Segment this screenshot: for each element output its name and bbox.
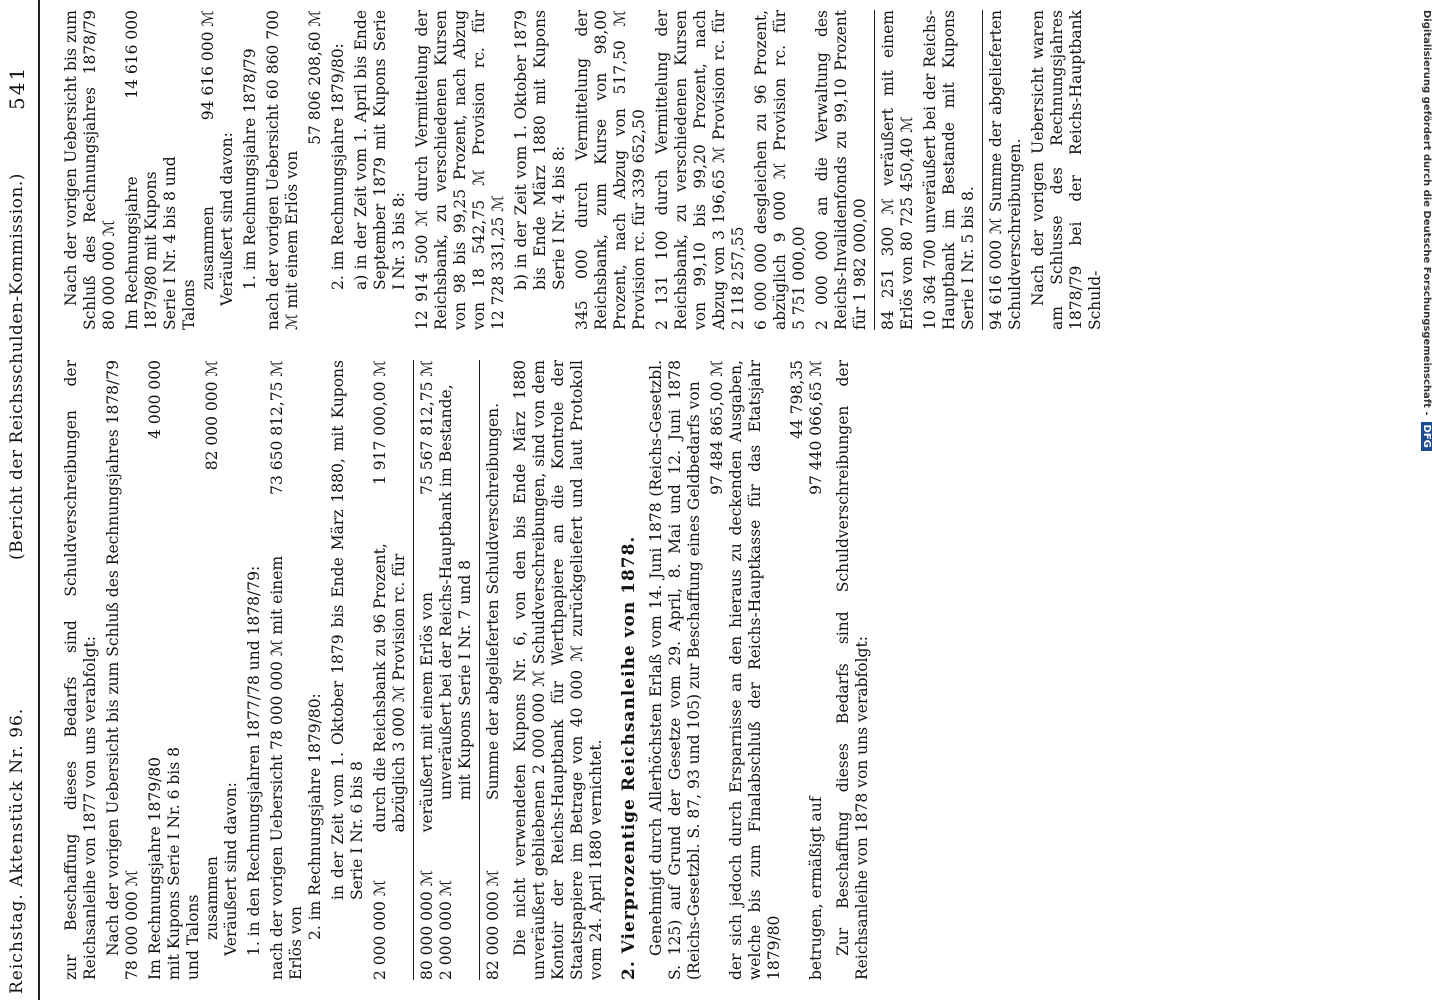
item2-bank-amount: 1 917 000,00 ℳ [371,360,389,486]
net-label: betrugen, ermäßigt auf [807,796,825,980]
running-head-left: Reichstag. Aktenstück Nr. 96. [7,707,27,994]
r-together-amount: 94 616 000 ℳ [199,10,217,121]
r-item2a-line [413,10,508,330]
savings-amount-row [788,360,807,980]
r-prev-overview-text: Nach der vorigen Uebersicht bis zum Schluß des Rechnungsjahres 1878/79 [62,10,99,330]
r-sold-intro: Veräußert sind davon: [218,132,236,306]
net-row [807,360,826,980]
r-item1-text: nach der vorigen Uebersicht 60 860 700 ℳ mit einem Erlös von [264,10,301,330]
prev-overview [104,360,142,980]
divider [413,360,414,980]
item2-left-amount: 2 000 000 ℳ [371,879,389,980]
prev-overview-amount: 78 000 000 ℳ [123,869,141,980]
sold-total-text: veräußert mit einem Erlös von [418,591,436,833]
unsold-row [437,360,475,980]
r-item2b1-left: 345 000 [573,249,591,330]
section-amount: 97 484 865,00 ℳ [708,360,726,495]
r-sold-total-line [879,10,917,330]
sold-total-left: 80 000 000 ℳ [418,869,436,980]
net-amount: 97 440 066,65 ℳ [807,360,825,495]
r-item1-amount: 57 806 208,60 ℳ [306,10,324,145]
r-sum-text: Summe der abgelieferten Schuldverschreibungen. [987,9,1024,330]
running-head [5,0,32,1000]
r-item2b2-amount: 2 118 257,55 [729,226,747,330]
r-item2b: b) in der Zeit vom 1. Oktober 1879 bis Ende März 1880 mit Kupons Serie I Nr. 4 bis 8: [512,10,568,290]
sum-text: Summe der abgelieferten Schuldverschreibungen. [484,402,502,800]
item2-heading: 2. im Rechnungsjahre 1879/80: [306,693,324,940]
r-item2b3-left: 6 000 000 [752,243,770,330]
unsold-text: unveräußert bei der Reichs-Hauptbank im Bestande, mit Kupons Serie I Nr. 7 und 8 [437,384,474,800]
item1-heading: 1. in den Rechnungsjahren 1877/78 und 1878/79: [245,565,263,956]
r-sold-total-text: veräußert mit einem Erlös von [879,10,916,330]
r-item2b2-text: durch Vermittelung der Reichsbank, zu verschiedenen Kursen von 99,10 bis 99,20 Prozent, nach Abzug von 3 196,65 ℳ Provision rc. für [653,10,728,330]
savings-amount: 44 798,35 [788,360,806,439]
sold-total-row [418,360,437,980]
together-row [203,360,222,980]
divider [479,360,480,980]
credit-text: Digitalisierung gefördert durch die Deutsche Forschungsgemeinschaft - [1421,10,1432,416]
r-item2b2-line [653,10,748,330]
r-together-row [199,10,218,330]
r-item2b1-line [573,10,649,330]
r-prev-overview-amount: 80 000 000 ℳ [100,219,118,330]
savings-text: der sich jedoch durch Ersparnisse an den hieraus zu deckenden Ausgaben, welche bis zum Finalabschluß der Reichs-Hauptkasse für das Etatsjahr 1879/80 [727,360,783,980]
header-rule [38,0,40,1000]
left-column [62,360,876,980]
r-item2b1-amount: 339 652,50 [630,109,648,198]
section-text: Genehmigt durch Allerhöchsten Erlaß vom 14. Juni 1878 (Reichs-Gesetzbl. S. 125) auf Grund der Gesetze vom 29. April, 8. Mai und 12. Juni 1878 (Reichs-Gesetzbl. S. 87, 93 und 105) zur Beschaffung eines Geldbedarfs von [647,360,703,980]
r-item2-heading: 2. im Rechnungsjahre 1879/80: [329,43,347,290]
r-item2a-text: durch Vermittelung der Reichsbank, zu verschiedenen Kursen von 98 bis 99,25 Prozent, nach Abzug von 18 542,75 ℳ Provision rc. für [413,10,488,330]
r-fiscal-row [123,10,199,330]
r-item1-heading: 1. im Rechnungsjahre 1878/79 [241,48,259,290]
intro-paragraph: zur Beschaffung dieses Bedarfs sind Schuldverschreibungen der Reichsanleihe von 1877 von uns verabfolgt: [62,360,99,980]
section-amount-row [708,360,727,980]
divider [982,10,983,330]
section-title: 2. Vierprozentige Reichsanleihe von 1878. [619,535,639,980]
sold-intro: Veräußert sind davon: [222,782,240,956]
item1-text: nach der vorigen Uebersicht 78 000 000 ℳ mit einem Erlös von [268,555,305,980]
r-sum-left: 94 616 000 ℳ [987,217,1005,330]
dfg-logo: DFG [1421,422,1432,451]
r-sold-total-left: 84 251 300 ℳ [879,198,897,330]
page-number: 541 [5,65,29,110]
r-item2b3-text: desgleichen zu 96 Prozent, abzüglich 9 000 ℳ Provision rc. für [752,10,789,330]
item2-bank-row [371,360,409,980]
r-item2a-left: 12 914 500 ℳ [413,209,431,330]
r-item2a: a) in der Zeit vom 1. April bis Ende September 1879 mit Kupons Serie I Nr. 3 bis 8: [352,10,408,290]
item2-bank-text: durch die Reichsbank zu 96 Prozent, abzüglich 3 000 ℳ Provision rc. für [371,543,408,833]
r-fiscal-label: Im Rechnungsjahre 1879/80 mit Kupons Serie I Nr. 4 bis 8 und Talons [123,156,198,330]
margin-credit [1418,10,1432,990]
r-fiscal-amount: 14 616 000 [123,10,141,99]
running-head-center: (Bericht der Reichsschulden-Kommission.) [7,173,27,560]
closing-paragraph: Zur Beschaffung dieses Bedarfs sind Schuldverschreibungen der Reichsanleihe von 1878 von uns verabfolgt: [834,360,871,980]
unsold-left: 2 000 000 ℳ [437,879,455,980]
item1-row [268,360,306,980]
right-column [62,10,1109,330]
r-unsold-text: unveräußert bei der Reichs-Hauptbank im Bestande mit Kupons Serie I Nr. 5 bis 8. [921,10,977,330]
note-paragraph: Die nicht verwendeten Kupons Nr. 6, von den bis Ende März 1880 unveräußert gebliebenen 2 000 000 ℳ Schuldverschreibungen, sind von dem Kontoir der Reichs-Hauptbank für Werthpapiere an die Kontrole der Staatspapiere im Betrage von 40 000 ℳ zurückgeliefert und laut Protokoll vom 24. April 1880 vernichtet. [511,360,605,980]
sold-total-amount: 75 567 812,75 ℳ [418,360,436,495]
r-item2b3-line [752,10,809,330]
item2-text: in der Zeit vom 1. Oktober 1879 bis Ende März 1880, mit Kupons Serie I Nr. 6 bis 8 [329,360,366,900]
r-item2b2-left: 2 131 100 [653,230,671,330]
fiscal-label: Im Rechnungsjahre 1879/80 mit Kupons Serie I Nr. 6 bis 8 und Talons [146,747,202,980]
r-item2b4-left: 2 000 000 [813,230,831,330]
r-item2b4-amount: 1 982 000,00 [851,198,869,302]
prev-overview-text: Nach der vorigen Uebersicht bis zum Schluß des Rechnungsjahres 1878/79 [104,360,122,956]
r-prev-overview [62,10,119,330]
together-amount: 82 000 000 ℳ [203,360,221,471]
fiscal-amount: 4 000 000 [146,360,164,439]
r-unsold-left: 10 364 700 [921,239,939,330]
item1-amount: 73 650 812,75 ℳ [268,360,286,495]
sum-left: 82 000 000 ℳ [484,869,502,980]
r-sum-line [987,10,1025,330]
r-closing-paragraph: Nach der vorigen Uebersicht waren am Schlusse des Rechnungsjahres 1878/79 bei der Reichs-Hauptbank Schuld- [1029,10,1104,330]
sum-row [484,360,503,980]
together-label: zusammen [203,856,221,940]
margin-credit-text [1418,10,1432,990]
r-item2b3-amount: 5 751 000,00 [790,226,808,330]
r-item2a-amount: 12 728 331,25 ℳ [489,195,507,330]
r-item2b4-text: an die Verwaltung des Reichs-Invalidenfonds zu 99,10 Prozent für [813,10,869,330]
divider [874,10,875,330]
r-together-label: zusammen [199,206,217,290]
r-sold-total-amount: 80 725 450,40 ℳ [898,116,916,252]
r-item2b1-text: durch Vermittelung der Reichsbank, zum Kurse von 98,00 Prozent, nach Abzug von 517,50 ℳ Provision rc. für [573,10,648,330]
r-unsold-line [921,10,978,330]
fiscal-row [146,360,203,980]
r-item2b4-line [813,10,870,330]
